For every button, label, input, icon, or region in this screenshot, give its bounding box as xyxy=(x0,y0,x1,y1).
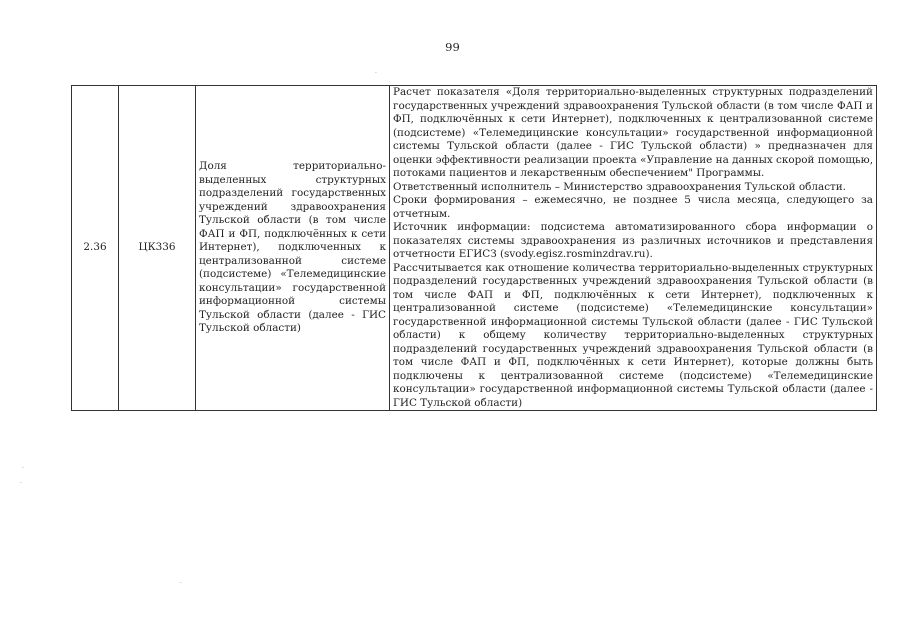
method-paragraph-formula: Рассчитывается как отношение количества территориально-выделенных структурных подразделений государственных учреждений здравоохранения Тульской области (в том числе ФАП и ФП, подключённых к сети Интернет), подключенных к централизованной системе (подсистеме) «Телемедицинские консультации» государственной информационной системы Тульской области (далее - ГИС Тульской области) к общему количеству территориально-выделенных структурных подразделений государственных учреждений здравоохранения Тульской области (в том числе ФАП и ФП, подключённых к сети Интернет), которые должны быть подключены к централизованной системе (подсистеме) «Телемедицинские консультации» государственной информационной системы Тульской области (далее - ГИС Тульской области) xyxy=(393,261,873,409)
row-number-cell: 2.36 xyxy=(72,86,119,411)
method-paragraph-calculation: Расчет показателя «Доля территориально-выделенных структурных подразделений государственных учреждений здравоохранения Тульской области (в том числе ФАП и ФП, подключённых к сети Интернет), подключенных к централизованной системе (подсистеме) «Телемедицинские консультации» государственной информационной системы Тульской области (далее - ГИС Тульской области) » предназначен для оценки эффективности реализации проекта «Управление на данных скорой помощью, потоками пациентов и лекарственным обеспечением" Программы. xyxy=(393,86,873,179)
scan-speck: · xyxy=(180,580,182,587)
method-paragraph-schedule: Сроки формирования – ежемесячно, не позднее 5 числа месяца, следующего за отчетным. xyxy=(393,194,873,220)
scan-speck: · xyxy=(20,480,22,487)
calculation-method-cell xyxy=(390,86,877,411)
table-row xyxy=(72,86,877,411)
indicator-name-cell xyxy=(196,86,390,411)
method-paragraph-responsible: Ответственный исполнитель – Министерство здравоохранения Тульской области. xyxy=(393,180,846,193)
scan-speck: · xyxy=(375,70,377,77)
indicator-name: Доля территориально-выделенных структурных подразделений государственных учреждений здравоохранения Тульской области (в том числе ФАП и ФП, подключённых к сети Интернет), подключенных к централизованной системе (подсистеме) «Телемедицинские консультации» государственной информационной системы Тульской области (далее - ГИС Тульской области) xyxy=(199,160,386,335)
scan-speck: · xyxy=(22,465,24,472)
page-number: 99 xyxy=(445,40,460,54)
indicator-table xyxy=(71,85,877,411)
method-paragraph-source: Источник информации: подсистема автоматизированного сбора информации о показателях системы здравоохранения из различных источников и представления отчетности ЕГИСЗ (svody.egisz.rosminzdrav.ru). xyxy=(393,221,873,260)
indicator-code-cell: ЦК336 xyxy=(119,86,196,411)
